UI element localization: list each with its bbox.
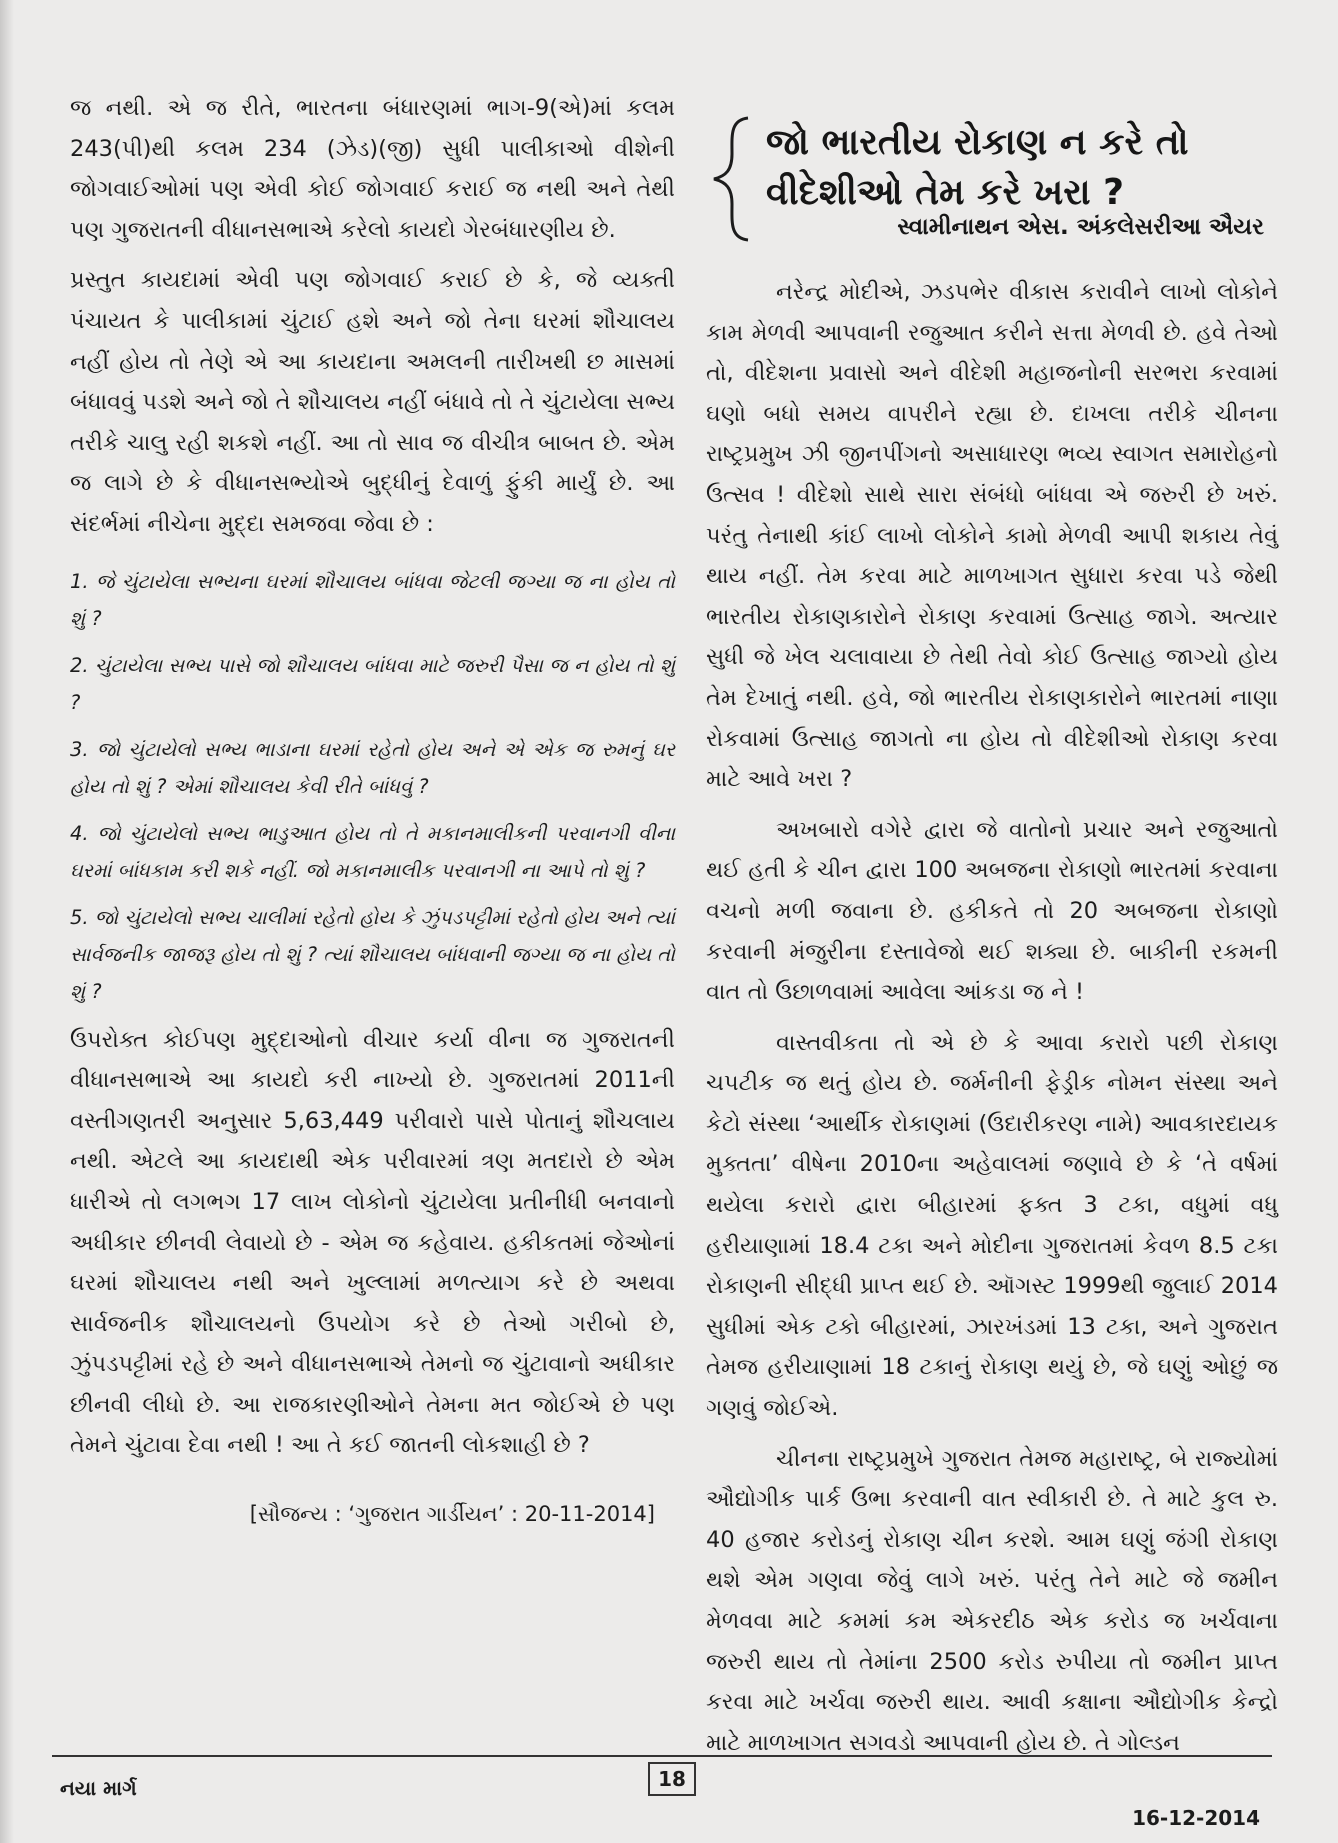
right-column [706, 272, 1278, 1763]
question-1: 1. જે ચુંટાયેલા સભ્યના ઘરમાં શૌચાલય બાંધવા જેટલી જગ્યા જ ના હોય તો શું ? [70, 569, 675, 630]
left-paragraph-1: જ નથી. એ જ રીતે, ભારતના બંધારણમાં ભાગ-9(એ)માં કલમ 243(પી)થી કલમ 234 (ઝેડ)(જી) સુધી પાલીકાઓ વીશેની જોગવાઈઓમાં પણ એવી કોઈ જોગવાઈ કરાઈ જ નથી અને તેથી પણ ગુજરાતની વીધાનસભાએ કરેલો કાયદો ગેરબંધારણીય છે. [70, 95, 675, 243]
right-paragraph-4: ચીનના રાષ્ટ્રપ્રમુખે ગુજરાત તેમજ મહારાષ્ટ્ર, બે રાજ્યોમાં ઔદ્યોગીક પાર્ક ઉભા કરવાની વાત સ્વીકારી છે. તે માટે કુલ રુ. 40 હજાર કરોડનું રોકાણ ચીન કરશે. આમ ઘણું જંગી રોકાણ થશે એમ ગણવા જેવું લાગે ખરું. પરંતુ તેને માટે જે જમીન મેળવવા માટે કમમાં કમ એકરદીઠ એક કરોડ જ ખર્ચવાના જરુરી થાય તો તેમાંના 2500 કરોડ રુપીયા તો જમીન પ્રાપ્ત કરવા માટે ખર્ચવા જરુરી થાય. આવી કક્ષાના ઔદ્યોગીક કેન્દ્રો માટે માળખાગત સગવડો આપવાની હોય છે. તે ગોલ્ડન [706, 1445, 1278, 1756]
question-2: 2. ચુંટાયેલા સભ્ય પાસે જો શૌચાલય બાંધવા માટે જરુરી પૈસા જ ન હોય તો શું ? [70, 653, 675, 714]
publication-name: નયા માર્ગ [60, 1776, 137, 1800]
page-edge-shadow [0, 0, 14, 1843]
question-4: 4. જો ચુંટાયેલો સભ્ય ભાડુઆત હોય તો તે મકાનમાલીકની પરવાનગી વીના ઘરમાં બાંધકામ કરી શકે નહીં. જો મકાનમાલીક પરવાનગી ના આપે તો શું ? [70, 821, 675, 882]
curly-brace-ornament [708, 114, 756, 244]
issue-date: 16-12-2014 [1132, 1806, 1260, 1830]
article-heading [708, 102, 1268, 272]
question-5: 5. જો ચુંટાયેલો સભ્ય ચાલીમાં રહેતો હોય કે ઝુંપડપટ્ટીમાં રહેતો હોય અને ત્યાં સાર્વજનીક જાજરૂ હોય તો શું ? ત્યાં શૌચાલય બાંધવાની જગ્યા જ ના હોય તો શું ? [70, 905, 675, 1003]
source-credit: [સૌજન્ય : ‘ગુજરાત ગાર્ડીયન’ : 20-11-2014] [249, 1502, 655, 1527]
article-author: સ્વામીનાથન એસ. અંકલેસરીઆ ઐયર [897, 214, 1264, 240]
right-paragraph-1: નરેન્દ્ર મોદીએ, ઝડપભેર વીકાસ કરાવીને લાખો લોકોને કામ મેળવી આપવાની રજુઆત કરીને સત્તા મેળવી છે. હવે તેઓ તો, વીદેશના પ્રવાસો અને વીદેશી મહાજનોની સરભરા કરવામાં ઘણો બધો સમય વાપરીને રહ્યા છે. દાખલા તરીકે ચીનના રાષ્ટ્રપ્રમુખ ઝી જીનપીંગનો અસાધારણ ભવ્ય સ્વાગત સમારોહનો ઉત્સવ ! વીદેશો સાથે સારા સંબંધો બાંધવા એ જરુરી છે ખરું. પરંતુ તેનાથી કાંઈ લાખો લોકોને કામો મેળવી આપી શકાય તેવું થાય નહીં. તેમ કરવા માટે માળખાગત સુધારા કરવા પડે જેથી ભારતીય રોકાણકારોને રોકાણ કરવામાં ઉત્સાહ જાગે. અત્યાર સુધી જે ખેલ ચલાવાયા છે તેથી તેવો કોઈ ઉત્સાહ જાગ્યો હોય તેમ દેખાતું નથી. હવે, જો ભારતીય રોકાણકારોને ભારતમાં નાણા રોકવામાં ઉત્સાહ જાગતો ના હોય તો વીદેશીઓ રોકાણ કરવા માટે આવે ખરા ? [706, 279, 1278, 793]
right-paragraph-3: વાસ્તવીકતા તો એ છે કે આવા કરારો પછી રોકાણ ચપટીક જ થતું હોય છે. જર્મનીની ફેડ્રીક નોમન સંસ્થા અને કેટો સંસ્થા ‘આર્થીક રોકાણમાં (ઉદારીકરણ નામે) આવકારદાયક મુક્તતા’ વીષેના 2010ના અહેવાલમાં જણાવે છે કે ‘તે વર્ષમાં થયેલા કરારો દ્વારા બીહારમાં ફક્ત 3 ટકા, વધુમાં વધુ હરીયાણામાં 18.4 ટકા અને મોદીના ગુજરાતમાં કેવળ 8.5 ટકા રોકાણની સીદ્ધી પ્રાપ્ત થઈ છે. ઑગસ્ટ 1999થી જુલાઈ 2014 સુધીમાં એક ટકો બીહારમાં, ઝારખંડમાં 13 ટકા, અને ગુજરાત તેમજ હરીયાણામાં 18 ટકાનું રોકાણ થયું છે, જે ઘણું ઓછું જ ગણવું જોઈએ. [706, 1029, 1278, 1422]
question-3: 3. જો ચુંટાયેલો સભ્ય ભાડાના ઘરમાં રહેતો હોય અને એ એક જ રુમનું ઘર હોય તો શું ? એમાં શૌચાલય કેવી રીતે બાંધવું ? [70, 737, 675, 798]
left-paragraph-2: પ્રસ્તુત કાયદામાં એવી પણ જોગવાઈ કરાઈ છે કે, જે વ્યક્તી પંચાયત કે પાલીકામાં ચુંટાઈ હશે અને જો તેના ઘરમાં શૌચાલય નહીં હોય તો તેણે એ આ કાયદાના અમલની તારીખથી છ માસમાં બંધાવવું પડશે અને જો તે શૌચાલય નહીં બંધાવે તો તે ચુંટાયેલા સભ્ય તરીકે ચાલુ રહી શકશે નહીં. આ તો સાવ જ વીચીત્ર બાબત છે. એમ જ લાગે છે કે વીધાનસભ્યોએ બુદ્ધીનું દેવાળું ફુંકી માર્યું છે. આ સંદર્ભમાં નીચેના મુદ્દા સમજવા જેવા છે : [70, 267, 675, 537]
left-column [70, 88, 675, 1535]
question-list [70, 563, 675, 1010]
footer-rule [52, 1755, 1272, 1757]
left-paragraph-3: ઉપરોક્ત કોઈપણ મુદ્દાઓનો વીચાર કર્યા વીના જ ગુજરાતની વીધાનસભાએ આ કાયદો કરી નાખ્યો છે. ગુજરાતમાં 2011ની વસ્તીગણતરી અનુસાર 5,63,449 પરીવારો પાસે પોતાનું શૌચલાય નથી. એટલે આ કાયદાથી એક પરીવારમાં ત્રણ મતદારો છે એમ ધારીએ તો લગભગ 17 લાખ લોકોનો ચુંટાયેલા પ્રતીનીધી બનવાનો અધીકાર છીનવી લેવાયો છે - એમ જ કહેવાય. હકીકતમાં જેઓનાં ઘરમાં શૌચાલય નથી અને ખુલ્લામાં મળત્યાગ કરે છે અથવા સાર્વજનીક શૌચાલયનો ઉપયોગ કરે છે તેઓ ગરીબો છે, ઝુંપડપટ્ટીમાં રહે છે અને વીધાનસભાએ તેમનો જ ચુંટાવાનો અધીકાર છીનવી લીધો છે. આ રાજકારણીઓને તેમના મત જોઈએ છે પણ તેમને ચુંટાવા દેવા નથી ! આ તે કઈ જાતની લોકશાહી છે ? [70, 1026, 675, 1459]
article-title: જો ભારતીય રોકાણ ન કરે તો વીદેશીઓ તેમ કરે ખરા ? [766, 122, 1189, 213]
page-number: 18 [648, 1762, 696, 1796]
right-paragraph-2: અખબારો વગેરે દ્વારા જે વાતોનો પ્રચાર અને રજુઆતો થઈ હતી કે ચીન દ્વારા 100 અબજના રોકાણો ભારતમાં કરવાના વચનો મળી જવાના છે. હકીકતે તો 20 અબજના રોકાણો કરવાની મંજુરીના દસ્તાવેજો થઈ શક્યા છે. બાકીની રકમની વાત તો ઉછાળવામાં આવેલા આંકડા જ ને ! [706, 816, 1278, 1006]
